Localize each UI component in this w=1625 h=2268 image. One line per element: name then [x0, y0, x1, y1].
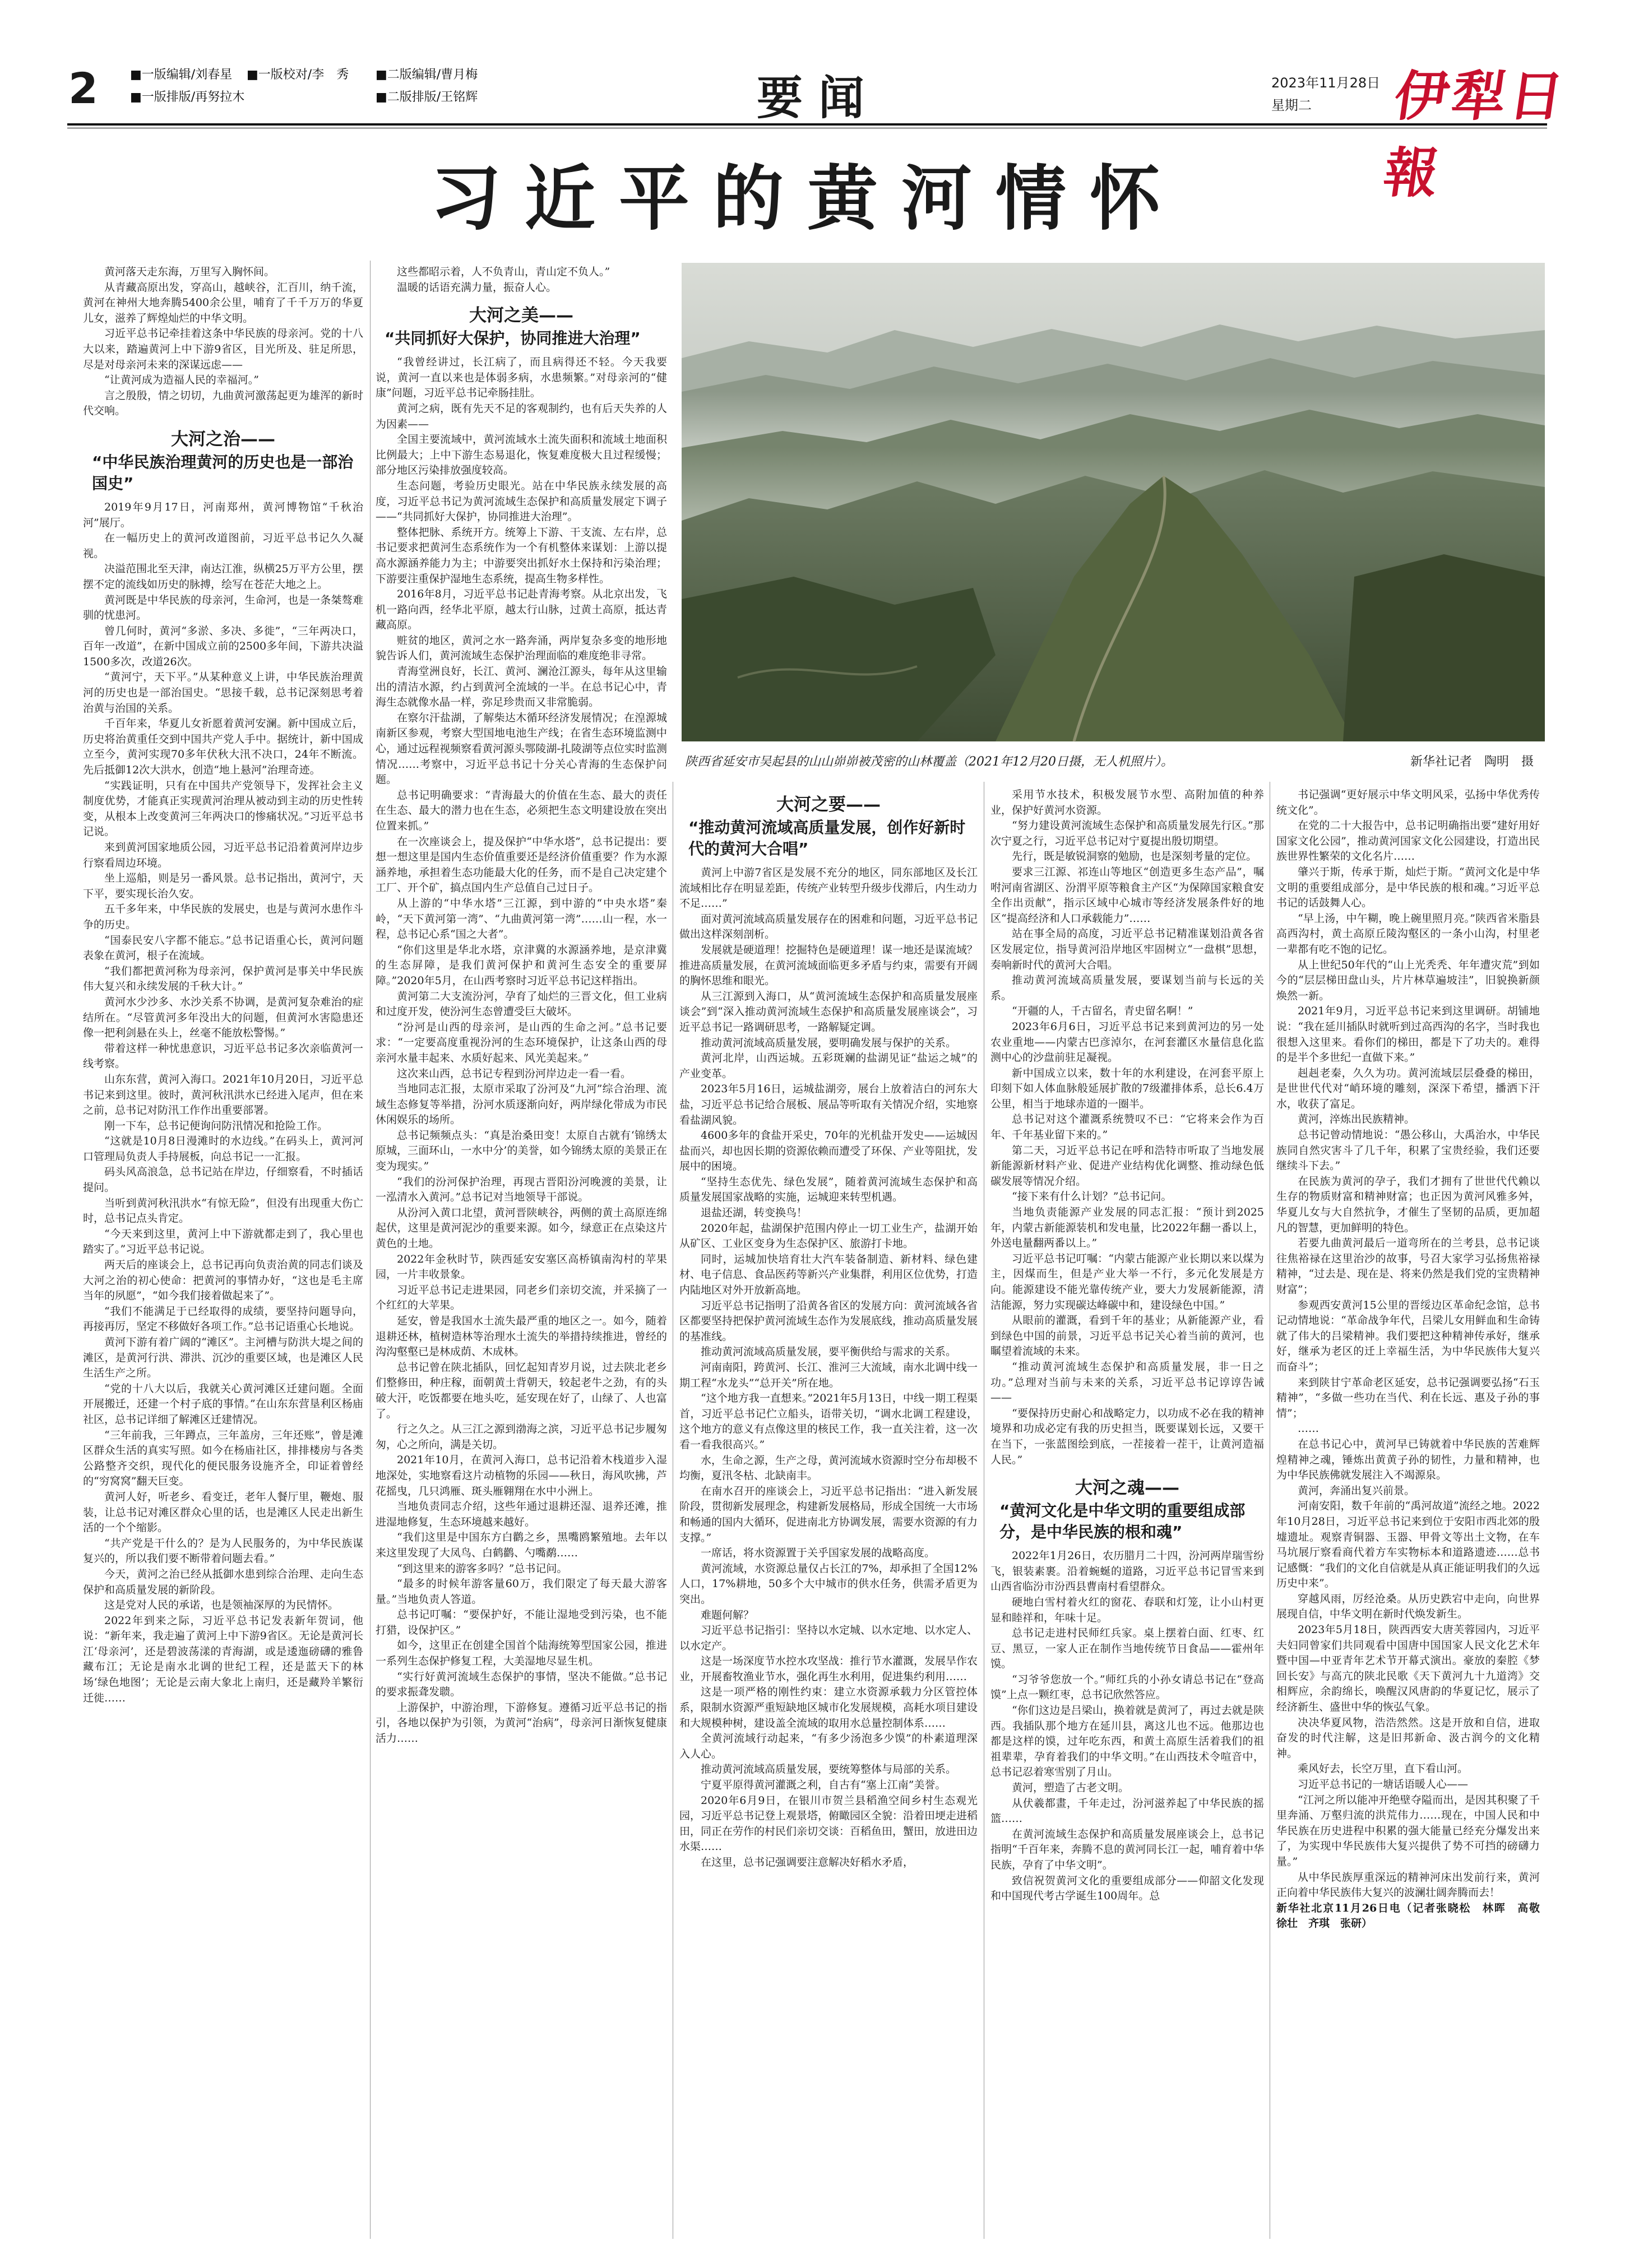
article-paragraph: 黄河第二大支流汾河，孕育了灿烂的三晋文化，但工业病和过度开发，使汾河生态曾遭受巨大破坏。 — [376, 990, 667, 1018]
article-paragraph: 发展就是硬道理！挖掘特色是硬道理！谋一地还是谋流域？推进高质量发展，在黄河流域面临更多矛盾与约束，需要有开阔的胸怀思维和眼光。 — [679, 943, 978, 987]
article-paragraph: 硬地白雪村着火红的窗花、春联和灯笼，让小山村更显和睦祥和，年味十足。 — [990, 1596, 1264, 1624]
article-paragraph: 温暖的话语充满力量，振奋人心。 — [397, 281, 557, 294]
article-paragraph: 从三江源到入海口，从“黄河流域生态保护和高质量发展座谈会”到“深入推动黄河流域生态保护和高质量发展座谈会”，习近平总书记一路调研思考，一路解疑定调。 — [679, 990, 978, 1033]
article-paragraph: “黄河宁，天下平。”从某种意义上讲，中华民族治理黄河的历史也是一部治国史。“思接千载，总书记深刻思考着治黄与治国的关系。 — [83, 671, 363, 715]
article-paragraph: 乘风好去，长空万里，直下看山河。 — [1298, 1763, 1469, 1775]
article-paragraph: 在党的二十大报告中，总书记明确指出要“建好用好国家文化公园”，推动黄河国家文化公园建设，打造出民族世界性繁荣的文化名片…… — [1276, 819, 1540, 863]
article-paragraph: 这次来山西，总书记专程到汾河岸边走一看一看。 — [397, 1067, 632, 1080]
article-paragraph: 从青藏高原出发，穿高山，越峡谷，汇百川，纳千流，黄河在神州大地奔腾5400余公里，哺育了千千万万的华夏儿女，滋养了辉煌灿烂的中华文明。 — [83, 281, 363, 324]
article-paragraph: 决溢范围北至天津，南达江淮，纵横25万平方公里，摆摆不定的流线如历史的脉搏，绘写在苍茫大地之上。 — [83, 563, 363, 591]
article-paragraph: 当地同志汇报，太原市采取了汾河及“九河”综合治理、流域生态修复等举措，汾河水质逐渐向好，两岸绿化带成为市民休闲娱乐的场所。 — [376, 1083, 667, 1126]
article-column-1 — [83, 265, 363, 2237]
article-paragraph: 在察尔汗盐湖，了解柴达木循环经济发展情况；在湟源城南新区参观，考察大型国地电池生产线；在省生态环境监测中心，通过远程视频察看黄河源头鄂陵湖-扎陵湖等点位实时监测情况……考察中，习近平总书记十分关心青海的生态保护问题。 — [376, 711, 667, 786]
article-paragraph: 在一幅历史上的黄河改道图前，习近平总书记久久凝视。 — [83, 532, 363, 560]
article-paragraph: 总书记对这个灌溉系统赞叹不已：“它将来会作为百年、千年基业留下来的。” — [990, 1113, 1264, 1142]
article-paragraph: 在黄河流域生态保护和高质量发展座谈会上，总书记指明“千百年来，奔腾不息的黄河同长江一起，哺育着中华民族，孕育了中华文明”。 — [990, 1828, 1264, 1871]
article-paragraph: 若要九曲黄河最后一道弯所在的兰考县，总书记谈往焦裕禄在这里治沙的故事，号召大家学习弘扬焦裕禄精神，“过去是、现在是、将来仍然是我们党的宝贵精神财富”； — [1276, 1237, 1540, 1296]
article-paragraph: “实行好黄河流域生态保护的事情，坚决不能做。”总书记的要求振聋发聩。 — [376, 1670, 667, 1699]
article-paragraph: 黄河北岸，山西运城。五彩斑斓的盐湖见证“盐运之城”的产业变革。 — [679, 1052, 978, 1080]
article-paragraph: 一席话，将水资源置于关乎国家发展的战略高度。 — [701, 1547, 936, 1560]
subheading-culture: 大河之魂—— “黄河文化是中华文明的重要组成部分，是中华民族的根和魂” — [999, 1478, 1246, 1542]
article-column-4 — [990, 787, 1264, 2237]
masthead-logo: 伊犁日報 — [1379, 64, 1571, 205]
article-paragraph: 全国主要流域中，黄河流域水土流失面积和流域土地面积比例最大；上中下游生态易退化，恢复难度极大且过程缓慢；部分地区污染排放强度较高。 — [376, 433, 667, 477]
article-paragraph: 2019年9月17日，河南郑州，黄河博物馆“千秋治河”展厅。 — [83, 500, 363, 529]
article-paragraph: “这就是10月8日漫滩时的水边线。”在码头上，黄河河口管理局负责人手持展板，向总书记一一汇报。 — [83, 1135, 363, 1163]
article-paragraph: 总书记曾在陕北插队，回忆起知青岁月说，过去陕北老乡们整修田，种庄稼，面朝黄土背朝天，较起老牛之劲，有的头破大汗，吃饭都要在地头吃，延安现在好了，山绿了、人也富了。 — [376, 1361, 667, 1420]
article-paragraph: 2022年到来之际，习近平总书记发表新年贺词，他说：“新年来，我走遍了黄河上中下游9省区。无论是黄河长江‘母亲河’，还是碧波荡漾的青海湖，或是逶迤磅礴的雅鲁藏布江；无论是南水北调的世纪工程，还是蓝天下的林场‘绿色地图’；无论是云南大象北上南归，还是藏羚羊繁衍迁徙…… — [83, 1614, 363, 1704]
article-paragraph: 2022年1月26日，农历腊月二十四，汾河两岸瑞雪纷飞，银装素裹。沿着蜿蜒的道路，习近平总书记冒雪来到山西省临汾市汾西县曹南村看望群众。 — [990, 1550, 1264, 1593]
article-paragraph: 当听到黄河秋汛洪水“有惊无险”，但没有出现重大伤亡时，总书记点头肯定。 — [83, 1196, 363, 1225]
article-paragraph: 从上世纪50年代的“山上光秃秃、年年遭灾荒”到如今的“层层梯田盘山头，片片林草遍坡洼”，旧貌换新颜焕然一新。 — [1276, 958, 1540, 1002]
article-paragraph: 赃贫的地区，黄河之水一路奔涌，两岸复杂多变的地形地貌告诉人们，黄河流域生态保护治理面临的难度绝非寻常。 — [376, 634, 667, 662]
article-paragraph: 2023年5月18日，陕西西安大唐芙蓉园内，习近平夫妇同曾家们共同观看中国唐中国国家人民文化艺术年暨中国—中亚青年艺术节开幕式演出。豪放的秦腔《梦回长安》与高亢的陕北民歌《天下黄河九十九道湾》交相辉应，余韵绵长，唤醒汉风唐韵的华夏记忆，展示了经济新生、盛世中华的恢弘气象。 — [1276, 1624, 1540, 1714]
article-paragraph: “我们不能满足于已经取得的成绩，要坚持问题导向，再接再厉，坚定不移做好各项工作。”总书记语重心长地说。 — [83, 1305, 363, 1333]
article-paragraph: 习近平总书记叮嘱：“内蒙古能源产业长期以来以煤为主，因煤而生，但是产业大举一不行，多元化发展是方向。能源建设不能光靠传统产业，要大力发展新能源，清洁能源，努力实现碳达峰碳中和，建设绿色中国。” — [990, 1252, 1264, 1311]
article-paragraph: 推动黄河流域高质量发展，要明确发展与保护的关系。 — [701, 1036, 957, 1049]
article-paragraph: 参观西安黄河15公里的晋绥边区革命纪念馆，总书记动情地说：“革命战争年代，吕梁儿女用鲜血和生命铸就了伟大的吕梁精神。我们要把这种精神传承好，继承好，继承为老区的迁上幸福生活，为中华民族伟大复兴而奋斗”； — [1276, 1298, 1540, 1373]
article-paragraph: 来到陕甘宁革命老区延安，总书记强调要弘扬“石玉精神”，“多做一些功在当代、利在长远、惠及子孙的事情”； — [1276, 1376, 1540, 1420]
article-paragraph: “要保持历史耐心和战略定力，以功成不必在我的精神境界和功成必定有我的历史担当，既要谋划长远，又要干在当下，一张蓝图绘到底，一茬接着一茬干，让黄河造福人民。” — [990, 1407, 1264, 1466]
article-paragraph: “努力建设黄河流域生态保护和高质量发展先行区。”那次宁夏之行，习近平总书记对宁夏提出殷切期望。 — [990, 819, 1264, 847]
article-paragraph: 推动黄河流域高质量发展，要平衡供给与需求的关系。 — [701, 1346, 957, 1358]
subheading-development: 大河之要—— “推动黄河流域高质量发展，创作好新时代的黄河大合唱” — [688, 795, 966, 858]
article-paragraph: “坚持生态优先、绿色发展”，随着黄河流域生态保护和高质量发展国家战略的实施，运城迎来转型机遇。 — [679, 1175, 978, 1204]
article-paragraph: 生态问题，考验历史眼光。站在中华民族永续发展的高度，习近平总书记为黄河流域生态保护和高质量发展定下调子——“共同抓好大保护，协同推进大治理”。 — [376, 479, 667, 523]
article-paragraph: 曾几何时，黄河“多淤、多决、多徙”，“三年两决口，百年一改道”，在新中国成立前的2500多年间，下游共决溢1500多次，改道26次。 — [83, 624, 363, 668]
article-column-3 — [679, 785, 978, 2237]
article-paragraph: “江河之所以能冲开绝壁夺隘而出，是因其积聚了千里奔涌、万壑归流的洪荒伟力……现在，中国人民和中华民族在历史进程中积累的强大能量已经充分爆发出来了，为实现中华民族伟大复兴提供了势不可挡的磅礴力量。” — [1276, 1793, 1540, 1868]
article-paragraph: “我曾经讲过，长江病了，而且病得还不轻。今天我要说，黄河一直以来也是体弱多病，水患频繁。”对母亲河的“健康”问题，习近平总书记牵肠挂肚。 — [376, 356, 667, 400]
article-paragraph: 千百年来，华夏儿女祈愿着黄河安澜。新中国成立后，历史将治黄重任交到中国共产党人手中。据统计，新中国成立至今，黄河实现70多年伏秋大汛不决口，24年不断流。先后抵御12次大洪水，创造“地上悬河”治理奇迹。 — [83, 717, 363, 777]
article-paragraph: 总书记频频点头：“真是治桑田变！太原自古就有‘锦绣太原城，三面环山，一水中分’的美誉，如今锦绣太原的美景正在变为现实。” — [376, 1129, 667, 1173]
article-paragraph: 2020年起，盐湖保护范围内停止一切工业生产，盐湖开始从矿区、工业区变身为生态保护区、旅游打卡地。 — [679, 1222, 978, 1250]
article-paragraph: 2023年6月6日，习近平总书记来到黄河边的另一处农业重地——内蒙古巴彦淖尔，在河套灌区水量信息化监测中心的沙盘前驻足凝视。 — [990, 1020, 1264, 1064]
article-paragraph: 今天，黄河之治已经从抵御水患到综合治理、走向生态保护和高质量发展的新阶段。 — [83, 1567, 363, 1596]
article-paragraph: 决决华夏风物，浩浩然然。这是开放和自信，进取奋发的时代注解，这是旧邦新命、汲古润今的文化精神。 — [1276, 1716, 1540, 1760]
article-paragraph: 习近平总书记指明了沿黄各省区的发展方向：黄河流域各省区都要坚持把保护黄河流域生态作为发展底线，推动高质量发展的基准线。 — [679, 1299, 978, 1343]
article-paragraph: “接下来有什么计划？”总书记问。 — [1012, 1190, 1172, 1203]
article-paragraph: 要求三江源、祁连山等地区“创造更多生态产品”，嘱咐河南省湖区、汾渭平原等粮食主产区“为保障国家粮食安全作出贡献”，指示区域中心城市等经济发展条件好的地区“提高经济和人口承载能力”…… — [990, 865, 1264, 925]
article-paragraph: “共产党是干什么的？是为人民服务的，为中华民族谋复兴的，所以我们要不断带着问题去看。” — [83, 1537, 363, 1565]
article-paragraph: 4600多年的食盐开采史，70年的光机盐开发史——运城因盐而兴，却也因长期的资源依赖而遭受了环保、产业等阻扰，发展中的困境。 — [679, 1129, 978, 1173]
article-paragraph: 总书记曾动情地说：“愚公移山，大禹治水，中华民族同自然灾害斗了几千年，积累了宝贵经验，我们还要继续斗下去。” — [1276, 1129, 1540, 1172]
date: 2023年11月28日 — [1271, 75, 1381, 91]
article-paragraph: 肇兴于斯，传承于斯，灿烂于斯。“黄河文化是中华文明的重要组成部分，是中华民族的根和魂。”习近平总书记的话鼓舞人心。 — [1276, 865, 1540, 910]
landscape-photo — [682, 263, 1545, 741]
article-paragraph: “你们这里是华北水塔，京津冀的水源涵养地，是京津冀的生态屏障，是我们黄河保护和黄河生态安全的重要屏障。”2020年5月，在山西考察时习近平总书记这样指出。 — [376, 943, 667, 987]
article-paragraph: 书记强调“更好展示中华文明风采，弘扬中华优秀传统文化”。 — [1276, 789, 1540, 817]
article-column-5 — [1276, 787, 1551, 2237]
article-paragraph: 从汾河入黄口北望，黄河晋陕峡谷，两侧的黄土高原连绵起伏，这里是黄河泥沙的重要来源。如今，绿意正在点染这片黄色的土地。 — [376, 1206, 667, 1250]
article-paragraph: 在南水召开的座谈会上，习近平总书记指出：“进入新发展阶段，贯彻新发展理念，构建新发展格局，形成全国统一大市场和畅通的国内大循环，促进南北方协调发展，需要水资源的有力支撑。” — [679, 1485, 978, 1544]
article-paragraph: 从眼前的灌溉，看到千年的基业；从新能源产业，看到绿色中国的前景，习近平总书记关心着当前的黄河，也瞩望着流域的未来。 — [990, 1314, 1264, 1358]
article-paragraph: 第二天，习近平总书记在呼和浩特市听取了当地发展新能源新材料产业、促进产业结构优化调整、推动绿色低碳发展等情况介绍。 — [990, 1144, 1264, 1188]
staff-credit: ■二版排版/王铭辉 — [376, 90, 478, 104]
article-paragraph: 带着这样一种忧患意识，习近平总书记多次亲临黄河一线考察。 — [83, 1042, 363, 1070]
article-paragraph: 五千多年来，中华民族的发展史，也是与黄河水患作斗争的历史。 — [83, 903, 363, 931]
article-column-2 — [376, 265, 667, 2237]
article-paragraph: 山东东营，黄河入海口。2021年10月20日，习近平总书记来到这里。彼时，黄河秋汛洪水已经进入尾声，但在来之前，总书记对防汛工作作出重要部署。 — [83, 1073, 363, 1117]
article-paragraph: “国泰民安八字都不能忘。”总书记语重心长，黄河问题表象在黄河，根子在流域。 — [83, 934, 363, 962]
article-paragraph: “习爷爷您放一个。”师红兵的小孙女请总书记在“登高馍”上点一颗红枣，总书记欣然答应。 — [990, 1673, 1264, 1701]
staff-credit: ■一版编辑/刘春星 — [130, 68, 233, 82]
article-paragraph: 行之久之。从三江之源到渤海之滨，习近平总书记步履匆匆，心之所向，满是关切。 — [376, 1423, 667, 1451]
article-paragraph: 河南南阳，跨黄河、长江、淮河三大流域，南水北调中线一期工程“水龙头”“总开关”所在地。 — [679, 1361, 978, 1389]
photo-caption: 陕西省延安市吴起县的山山峁峁被茂密的山林覆盖（2021年12月20日摄，无人机照片）。 — [685, 755, 1173, 769]
article-paragraph: 总书记明确要求：“青海最大的价值在生态、最大的责任在生态、最大的潜力也在生态，必须把生态文明建设放在突出位置来抓。” — [376, 789, 667, 832]
article-paragraph: 宁夏平原得黄河灌溉之利，自古有“塞上江南”美誉。 — [701, 1779, 946, 1792]
article-paragraph: 总书记走进村民师红兵家。桌上摆着白面、红枣、红豆、黑豆，一家人正在制作当地传统节日食品——霍州年馍。 — [990, 1627, 1264, 1671]
article-paragraph: 从上游的“中华水塔”三江源，到中游的“中央水塔”秦岭，“天下黄河第一湾”、“九曲黄河第一湾”……山一程，水一程，总书记心系“国之大者”。 — [376, 897, 667, 941]
article-paragraph: 这是一项严格的刚性约束：建立水资源承载力分区管控体系，限制水资源严重短缺地区城市化发展规模，高耗水项目建设和大规模种树，建设盖全流域的取用水总量控制体系…… — [679, 1686, 978, 1729]
article-paragraph: “开疆的人，千古留名，青史留名啊！” — [1012, 1005, 1193, 1018]
article-paragraph: 赳赳老秦，久久为功。黄河流域层层叠叠的梯田，是世世代代对“峭环境的雕刻，深深下希望，播洒下汗水，收获了富足。 — [1276, 1066, 1540, 1110]
article-paragraph: 黄河，淬炼出民族精神。 — [1298, 1113, 1415, 1126]
article-paragraph: “党的十八大以后，我就关心黄河滩区迁建问题。全面开展搬迁，还建一个村子底的事情。”在山东东营垦利区杨庙社区，总书记详细了解滩区迁建情况。 — [83, 1382, 363, 1426]
article-paragraph: 新中国成立以来，数十年的水利建设，在河套平原上印刻下如人体血脉般延展扩散的7级灌排体系，总长6.4万公里，相当于地球赤道的一圈半。 — [990, 1066, 1264, 1110]
article-paragraph: 黄河流域，水资源总量仅占长江的7%，却承担了全国12%人口，17%耕地，50多个大中城市的供水任务，供需矛盾更为突出。 — [679, 1562, 978, 1606]
article-paragraph: 黄河水少沙多、水沙关系不协调，是黄河复杂难治的症结所在。“尽管黄河多年没出大的问题，但黄河水害隐患还像一把利剑悬在头上，丝毫不能放松警惕。” — [83, 995, 363, 1040]
article-paragraph: 黄河上中游7省区是发展不充分的地区，同东部地区及长江流域相比存在明显差距，传统产业转型升级步伐滞后，内生动力不足……” — [679, 866, 978, 910]
article-paragraph: 黄河落天走东海，万里写入胸怀间。 — [104, 266, 275, 278]
article-paragraph: 同时，运城加快培育壮大汽车装备制造、新材料、绿色建材、电子信息、食品医药等新兴产业集群，利用区位优势，打造内陆地区对外开放新高地。 — [679, 1253, 978, 1297]
article-paragraph: 2020年6月9日，在银川市贺兰县稻渔空间乡村生态观光园，习近平总书记登上观景塔，俯瞰园区全貌：沿着田埂走进稻田，同正在劳作的村民们亲切交谈：百稻鱼田，蟹田，放进田边水渠…… — [679, 1794, 978, 1853]
article-paragraph: 2022年金秋时节，陕西延安安塞区高桥镇南沟村的苹果园，一片丰收景象。 — [376, 1253, 667, 1281]
article-headline: 习近平的黄河情怀 — [430, 157, 1184, 240]
article-paragraph: “三年前我，三年蹲点，三年盖房，三年还账”，曾是滩区群众生活的真实写照。如今在杨庙社区，排排楼房与各类公路整齐交织，现代化的便民服务设施齐全，印证着曾经的“穷窝窝”翻天巨变。 — [83, 1428, 363, 1488]
article-paragraph: 从中华民族厚重深远的精神河床出发前行来，黄河正向着中华民族伟大复兴的波澜壮阔奔腾而去！ — [1276, 1871, 1540, 1899]
article-paragraph: “汾河是山西的母亲河，是山西的生命之河。”总书记要求：“一定要高度重视汾河的生态环境保护，让这条山西的母亲河水量丰起来、水质好起来、风光美起来。” — [376, 1021, 667, 1064]
article-paragraph: 青海堂洲良好，长江、黄河、澜沧江源头，每年从这里输出的清洁水源，约占到黄河全流域的一半。在总书记心中，青海生态就像水晶一样，弥足珍贵而又非常脆弱。 — [376, 665, 667, 709]
article-paragraph: 河南安阳，数千年前的“禹河故道”流经之地。2022年10月28日，习近平总书记来到位于安阳市西北郊的殷墟遗址。观察青铜器、玉器、甲骨文等出土文物，在车马坑展厅察看商代着方车实物标本和道路遗迹……总书记感慨：“我们的文化自信就是从真正能证明我们的久远历史中来”。 — [1276, 1500, 1540, 1590]
article-paragraph: “我们的汾河保护治理，再现古晋阳汾河晚渡的美景，让一泓清水入黄河。”总书记对当地领导干部说。 — [376, 1175, 667, 1204]
article-paragraph: 习近平总书记指引：坚持以水定城、以水定地、以水定人、以水定产。 — [679, 1624, 978, 1652]
article-paragraph: 言之殷殷，情之切切，九曲黄河激荡起更为雄浑的新时代交响。 — [83, 389, 363, 418]
article-paragraph: 全黄河流域行动起来，“有多少汤泡多少馍”的朴素道理深入人心。 — [679, 1732, 978, 1760]
article-paragraph: 这些都昭示着，人不负青山，青山定不负人。” — [397, 266, 610, 278]
article-paragraph: 这是党对人民的承诺，也是领袖深厚的为民情怀。 — [104, 1599, 339, 1612]
article-paragraph: “最多的时候年游客量60万，我们限定了每天最大游客量。”当地负责人答道。 — [376, 1578, 667, 1606]
article-paragraph: “实践证明，只有在中国共产党领导下，发挥社会主义制度优势，才能真正实现黄河治理从被动到主动的历史性转变，从根本上改变黄河三年两决口的惨痛状况。”习近平总书记说。 — [83, 779, 363, 838]
column-divider — [370, 261, 371, 2239]
article-paragraph: 从伏羲都畫，千年走过，汾河滋养起了中华民族的摇篮…… — [990, 1797, 1264, 1825]
article-paragraph: 推动黄河流域高质量发展，要谋划当前与长远的关系。 — [990, 974, 1264, 1002]
section-title: 要闻 — [757, 71, 881, 125]
article-paragraph: 当地负责能源产业发展的同志汇报：“预计到2025年，内蒙古新能源装机和发电量，比2022年翻一番以上，外送电量翻两番以上。” — [990, 1206, 1264, 1250]
staff-credit: ■一版校对/李 秀 — [247, 68, 349, 82]
article-paragraph: 总书记叮嘱：“要保护好，不能让湿地受到污染，也不能打猎，设保护区。” — [376, 1608, 667, 1636]
article-paragraph: 新华社北京11月26日电（记者张晓松 林晖 高敬 徐壮 齐琪 张研） — [1276, 1901, 1551, 1930]
article-paragraph: 2023年5月16日，运城盐湖旁，展台上放着洁白的河东大盐，习近平总书记给合展板、展品等听取有关情况介绍，实地察看盐湖风貌。 — [679, 1083, 978, 1126]
subheading-beauty: 大河之美—— “共同抓好大保护，协同推进大治理” — [385, 305, 641, 348]
article-paragraph: “你们这边是吕梁山，换着就是黄河了，再过去就是陕西。我插队那个地方在延川县，离这儿也不远。他那边也都是这样的馍，过年吃东西，和黄土高原生活着我们的祖祖辈辈，孕育着我们的中华文明。”在山西技术令喧音中，总书记忍着寒雪别了月山。 — [990, 1704, 1264, 1779]
article-paragraph: 在一次座谈会上，提及保护“中华水塔”，总书记提出：要想一想这里是国内生态价值重要还是经济价值重要？作为水源涵养地，承担着生态功能最大化的任务，而不是自己决定建个工厂、开个矿，搞点国内生产总值自己过日子。 — [376, 835, 667, 894]
article-paragraph: 习近平总书记的一塘话语暖人心—— — [1298, 1778, 1469, 1791]
article-paragraph: 这是一场深度节水控水攻坚战：推行节水灌溉，发展旱作农业，开展畜牧渔业节水，强化再生水利用，促进集约利用…… — [679, 1655, 978, 1683]
issue-date — [1271, 72, 1380, 117]
article-paragraph: “让黄河成为造福人民的幸福河。” — [104, 374, 259, 387]
article-paragraph: 当地负责同志介绍，这些年通过退耕还湿、退养还滩，推进湿地修复，生态环境越来越好。 — [376, 1500, 667, 1528]
article-paragraph: 黄河人好，听老乡、看变迁，老年人餐厅里，鞭炮、服装，让总书记对滩区群众心里的话，也是滩区人民走出新生活的一个个缩影。 — [83, 1490, 363, 1534]
article-paragraph: “今天来到这里，黄河上中下游就都走到了，我心里也踏实了。”习近平总书记说。 — [83, 1227, 363, 1256]
article-paragraph: 退盐还湖，转变换鸟！ — [701, 1207, 808, 1219]
article-paragraph: 黄河，塑造了古老文明。 — [1012, 1782, 1129, 1794]
article-paragraph: 黄河之病，既有先天不足的客观制约，也有后天失养的人为因素—— — [376, 402, 667, 430]
subheading-governance: 大河之治—— “中华民族治理黄河的历史也是一部治国史” — [92, 429, 354, 493]
staff-credit: ■一版排版/再努拉木 — [130, 90, 245, 104]
article-paragraph: 采用节水技术，积极发展节水型、高附加值的种养业，保护好黄河水资源。 — [990, 789, 1264, 817]
article-paragraph: 难题何解？ — [701, 1608, 754, 1621]
weekday: 星期二 — [1271, 98, 1312, 113]
article-paragraph: 坐上巡船，则是另一番风景。总书记指出，黄河宁，天下平，要实现长治久安。 — [83, 872, 363, 900]
article-paragraph: 整体把脉、系统开方。统筹上下游、干支流、左右岸，总书记要求把黄河生态系统作为一个有机整体来谋划：上游以提高水源涵养能力为主；中游要突出抓好水土保持和污染治理；下游要注重保护湿地生态系统，提高生物多样性。 — [376, 526, 667, 585]
header-rule — [67, 123, 1547, 126]
article-paragraph: 推动黄河流域高质量发展，要统筹整体与局部的关系。 — [701, 1763, 957, 1776]
article-paragraph: 在民族为黄河的孕子，我们才拥有了世世代代赖以生存的物质财富和精神财富；也正因为黄河风雅多舛，华夏儿女与大自然抗争，才催生了坚韧的品质，更加超凡的智慧，更加鲜明的特色。 — [1276, 1175, 1540, 1234]
article-paragraph: 来到黄河国家地质公园，习近平总书记沿着黄河岸边步行察看周边环境。 — [83, 841, 363, 869]
article-paragraph: 2021年9月，习近平总书记来到这里调研。胡铺地说：“我在延川插队时就听到过高西沟的名字，当时我也很想入这里来。看你们的梯田，都是下了功夫的。难得的是半个多世纪一直做下来。” — [1276, 1005, 1540, 1064]
article-paragraph: 黄河，奔涌出复兴前景。 — [1298, 1484, 1415, 1497]
article-paragraph: 如今，这里正在创建全国首个陆海统筹型国家公园，推进一系列生态保护修复工程，大美湿地尽显生机。 — [376, 1639, 667, 1668]
article-paragraph: 穿越风雨，厉经沧桑。从历史跌宕中走向，向世界展现自信，中华文明在新时代焕发新生。 — [1276, 1592, 1540, 1621]
article-paragraph: 在这里，总书记强调要注意解决好稻水矛盾， — [701, 1856, 914, 1868]
article-paragraph: 站在事全局的高度，习近平总书记精准谋划沿黄各省区发展定位，指导黄河沿岸地区牢固树立“一盘棋”思想，奏响新时代的黄河大合唱。 — [990, 927, 1264, 971]
article-paragraph: “早上汤，中午糊，晚上碗里照月亮。”陕西省米脂县高西沟村，黄土高原丘陵沟壑区的一条小山沟，村里老一辈都有吃不饱的记忆。 — [1276, 912, 1540, 956]
article-paragraph: 习近平总书记走进果园，同老乡们亲切交流，并采摘了一个红红的大苹果。 — [376, 1283, 667, 1312]
article-paragraph: 两天后的座谈会上，总书记再向负责治黄的同志们谈及大河之治的初心使命：把黄河的事情办好，“这也是毛主席当年的夙愿”，“如今我们接着做起来了”。 — [83, 1259, 363, 1302]
article-paragraph: “到这里来的游客多吗？”总书记问。 — [397, 1562, 568, 1575]
article-paragraph: “我们这里是中国东方白鹳之乡，黑嘴鸥繁殖地。去年以来这里发现了大凤鸟、白鹤鹳、勺嘴鹬…… — [376, 1531, 667, 1559]
article-paragraph: 刚一下车，总书记便询问防汛情况和抢险工作。 — [104, 1119, 328, 1132]
article-paragraph: 面对黄河流域高质量发展存在的困难和问题，习近平总书记做出这样深刻剖析。 — [679, 912, 978, 941]
article-paragraph: “这个地方我一直想来。”2021年5月13日，中线一期工程渠首，习近平总书记伫立船头，语带关切，“调水北调工程建设，这个地方的意义有点像这里的核民工作，我一直关注着，这一次看一看我很高兴。” — [679, 1392, 978, 1451]
photo-credit: 新华社记者 陶明 摄 — [1410, 755, 1534, 769]
article-paragraph: 水，生命之源，生产之母，黄河流域水资源时空分布却极不均衡，夏汛冬枯、北缺南丰。 — [679, 1454, 978, 1482]
article-paragraph: 上游保护，中游治理，下游修复。遵循习近平总书记的指引，各地以保护为引领，为黄河“治病”，母亲河日渐恢复健康活力…… — [376, 1701, 667, 1745]
article-paragraph: “我们都把黄河称为母亲河，保护黄河是事关中华民族伟大复兴和永续发展的千秋大计。” — [83, 964, 363, 993]
article-paragraph: 延安，曾是我国水土流失最严重的地区之一。如今，随着退耕还林，植树造林等治理水土流失的举措持续推进，曾经的沟沟壑壑已是林成荫、木成林。 — [376, 1315, 667, 1358]
article-paragraph: 习近平总书记牵挂着这条中华民族的母亲河。党的十八大以来，踏遍黄河上中下游9省区，目光所及、驻足所思，尽是对母亲河未来的深谋远虑—— — [83, 327, 363, 371]
article-paragraph: 黄河既是中华民族的母亲河，生命河，也是一条桀骜难驯的忧患河。 — [83, 593, 363, 622]
article-paragraph: 码头风高浪急，总书记站在岸边，仔细察看，不时插话提问。 — [83, 1166, 363, 1194]
article-paragraph: 致信祝贺黄河文化的重要组成部分——仰韶文化发现和中国现代考古学诞生100周年。总 — [990, 1874, 1264, 1903]
page-number: 2 — [68, 63, 98, 113]
article-paragraph: 2016年8月，习近平总书记赴青海考察。从北京出发，飞机一路向西，经华北平原，越太行山脉，过黄土高原，抵达青藏高原。 — [376, 588, 667, 632]
staff-credit: ■二版编辑/曹月梅 — [376, 68, 478, 82]
article-paragraph: 黄河下游有着广阔的“滩区”。主河槽与防洪大堤之间的滩区，是黄河行洪、滞洪、沉沙的重要区域，也是滩区人民生活生产之所。 — [83, 1336, 363, 1380]
article-paragraph: “推动黄河流域生态保护和高质量发展，非一日之功。”总理对当前与未来的关系，习近平总书记谆谆告诫—— — [990, 1360, 1264, 1404]
article-paragraph: …… — [1298, 1422, 1319, 1435]
article-paragraph: 2021年10月，在黄河入海口，总书记沿着木栈道步入湿地深处，实地察看这片动植物的乐园——秋日，海风吹拂，芦花摇曳，几只鸿雁、斑头雁翱翔在水中小洲上。 — [376, 1454, 667, 1497]
article-paragraph: 在总书记心中，黄河早已铸就着中华民族的苦难辉煌精神之魂，锤炼出黄黄子孙的韧性，力量和精神，也为中华民族佛就发展注入不竭源泉。 — [1276, 1437, 1540, 1482]
article-paragraph: 先行，既是敏锐洞察的勉励，也是深刻考量的定位。 — [1012, 850, 1257, 863]
